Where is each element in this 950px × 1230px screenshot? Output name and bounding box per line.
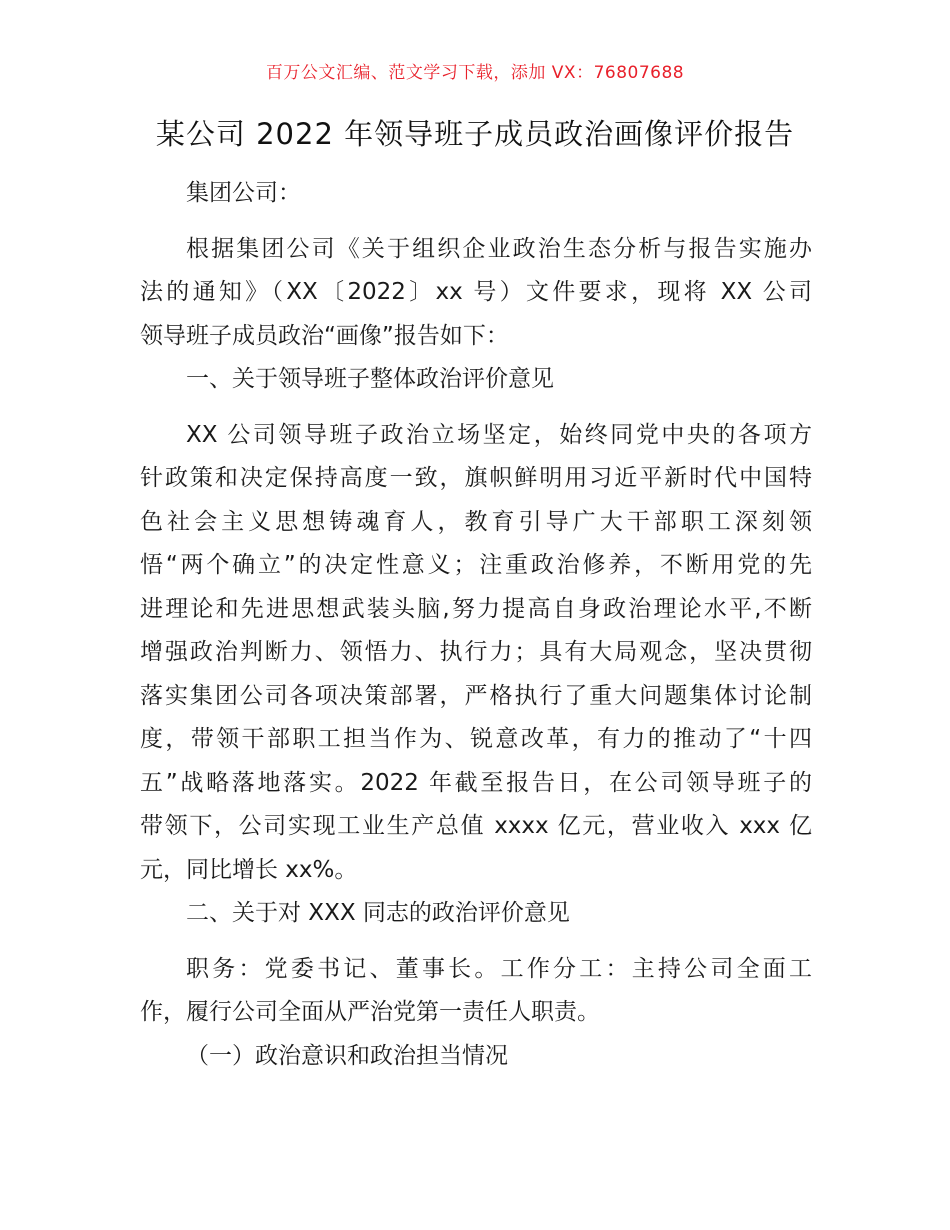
section-heading-2: 二、关于对 XXX 同志的政治评价意见 xyxy=(186,900,570,926)
paragraph-line: XX 公司领导班子政治立场坚定，始终同党中央的各项方 xyxy=(186,421,812,448)
paragraph-line: 作，履行公司全面从严治党第一责任人职责。 xyxy=(140,999,600,1025)
salutation: 集团公司： xyxy=(186,180,301,206)
paragraph-line: 进理论和先进思想武装头脑,努力提高自身政治理论水平,不断 xyxy=(140,595,812,622)
intro-line: 法的通知》（XX〔2022〕xx 号）文件要求，现将 XX 公司 xyxy=(140,279,812,305)
intro-line: 根据集团公司《关于组织企业政治生态分析与报告实施办 xyxy=(186,235,812,262)
paragraph-line: 落实集团公司各项决策部署，严格执行了重大问题集体讨论制 xyxy=(140,682,812,709)
subsection-heading-1: （一）政治意识和政治担当情况 xyxy=(186,1042,508,1069)
document-body xyxy=(140,172,812,1078)
paragraph-line: 元，同比增长 xx%。 xyxy=(140,856,358,883)
paragraph-line: 度，带领干部职工担当作为、锐意改革，有力的推动了“十四 xyxy=(140,726,812,752)
section1-paragraph xyxy=(140,414,812,893)
section-heading-1: 一、关于领导班子整体政治评价意见 xyxy=(186,366,554,392)
paragraph-line: 针政策和决定保持高度一致，旗帜鲜明用习近平新时代中国特 xyxy=(140,465,812,491)
watermark-banner: 百万公文汇编、范文学习下载，添加 VX：76807688 xyxy=(265,63,685,83)
paragraph-line: 职务：党委书记、董事长。工作分工：主持公司全面工 xyxy=(186,955,812,982)
paragraph-line: 增强政治判断力、领悟力、执行力；具有大局观念，坚决贯彻 xyxy=(140,639,812,665)
paragraph-line: 五”战略落地落实。2022 年截至报告日，在公司领导班子的 xyxy=(140,769,812,796)
intro-line: 领导班子成员政治“画像”报告如下： xyxy=(140,322,509,349)
section2-paragraph xyxy=(140,948,812,1035)
paragraph-line: 色社会主义思想铸魂育人，教育引导广大干部职工深刻领 xyxy=(140,508,812,535)
paragraph-line: 悟“两个确立”的决定性意义；注重政治修养，不断用党的先 xyxy=(140,552,812,578)
document-title: 某公司 2022 年领导班子成员政治画像评价报告 xyxy=(155,117,795,151)
intro-paragraph xyxy=(140,228,812,359)
paragraph-line: 带领下，公司实现工业生产总值 xxxx 亿元，营业收入 xxx 亿 xyxy=(140,813,812,839)
